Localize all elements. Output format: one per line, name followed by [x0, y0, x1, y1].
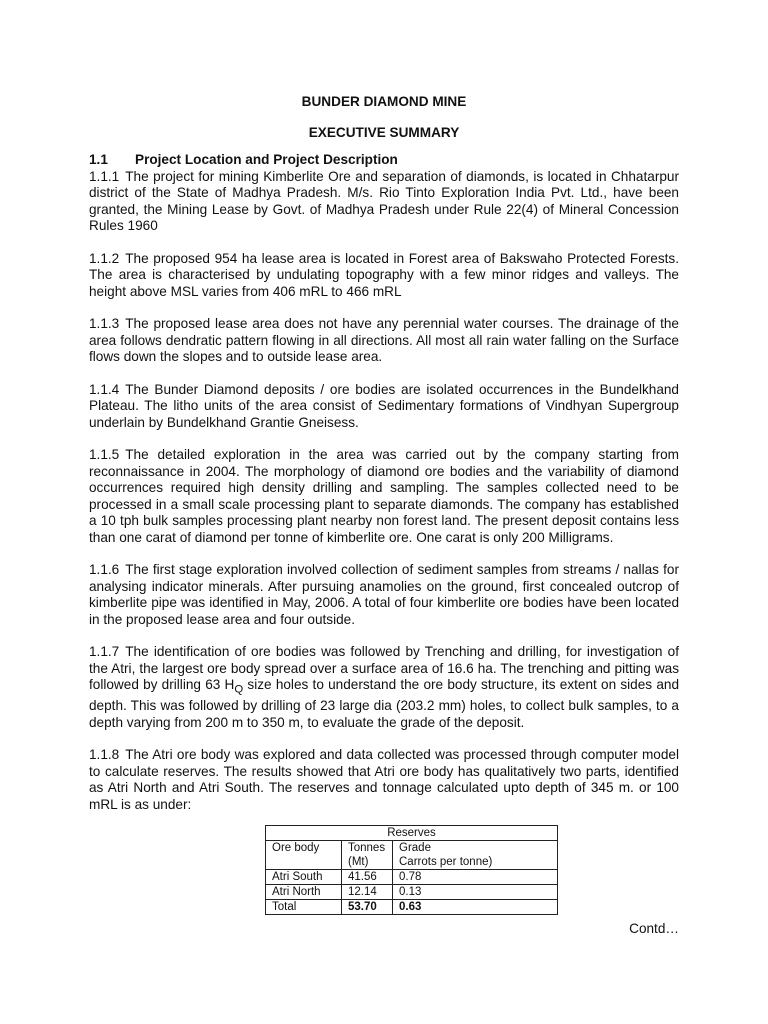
paragraph-text: The proposed 954 ha lease area is located in Forest area of Bakswaho Protected Forests. The area is characterised by undulating topography with a few minor ridges and valleys. The height above MSL varies from 406 mRL to 466 mRL: [89, 250, 679, 299]
paragraph-1-1-1: [89, 169, 679, 235]
cell-ore-body: Total: [266, 900, 342, 915]
document-title: BUNDER DIAMOND MINE: [301, 94, 467, 109]
reserves-table: [265, 825, 558, 915]
table-caption: Reserves: [266, 826, 558, 841]
cell-ore-body: Atri South: [266, 870, 342, 885]
table-caption-row: [266, 826, 558, 841]
cell-grade: 0.78: [393, 870, 558, 885]
paragraph-1-1-6: [89, 562, 679, 628]
subscript: Q: [234, 683, 244, 696]
header-tonnes: [342, 841, 393, 870]
section-heading-text: Project Location and Project Description: [135, 152, 398, 167]
section-number: 1.1: [89, 152, 108, 167]
paragraph-text: The proposed lease area does not have any perennial water courses. The drainage of the area follows dendratic pattern flowing in all directions. All most all rain water falling on the Surface flows down the slopes and to outside lease area.: [89, 316, 679, 364]
continued-label: Contd…: [629, 921, 679, 937]
paragraph-number: 1.1.8: [89, 747, 120, 763]
paragraph-text: The project for mining Kimberlite Ore and separation of diamonds, is located in Chhatarpur district of the State of Madhya Pradesh. M/s. Rio Tinto Exploration India Pvt. Ltd., have been granted, the Mining Lease by Govt. of Madhya Pradesh under Rule 22(4) of Mineral Concession Rules 1960: [89, 168, 679, 233]
paragraph-number: 1.1.4: [89, 381, 120, 397]
header-grade-line1: Grade: [399, 842, 431, 855]
paragraph-1-1-2: [89, 251, 679, 301]
paragraph-text: The Atri ore body was explored and data collected was processed through computer model to calculate reserves. The results showed that Atri ore body has qualitatively two parts, identified as Atri North and Atri South. The reserves and tonnage calculated upto depth of 345 m. or 100 mRL is as under:: [89, 747, 679, 812]
paragraph-number: 1.1.5: [89, 447, 120, 462]
paragraph-number: 1.1.7: [89, 644, 120, 659]
cell-grade: 0.63: [393, 900, 558, 915]
table-header-row: [266, 841, 558, 870]
paragraph-number: 1.1.6: [89, 562, 120, 577]
paragraph-1-1-4: [89, 382, 679, 432]
header-grade: [393, 841, 558, 870]
cell-tonnes: 53.70: [342, 900, 393, 915]
paragraph-number: 1.1.2: [89, 250, 120, 266]
paragraph-text: The Bunder Diamond deposits / ore bodies are isolated occurrences in the Bundelkhand Plateau. The litho units of the area consist of Sedimentary formations of Vindhyan Supergroup underlain by Bundelkhand Grantie Gneisess.: [89, 381, 679, 430]
cell-tonnes: 41.56: [342, 870, 393, 885]
header-ore-body: Ore body: [266, 841, 342, 870]
header-tonnes-line1: Tonnes: [348, 842, 386, 855]
paragraph-1-1-5: [89, 447, 679, 546]
table-total-row: [266, 900, 558, 915]
cell-tonnes: 12.14: [342, 885, 393, 900]
paragraph-text: The first stage exploration involved collection of sediment samples from streams / nallas for analysing indicator minerals. After pursuing anamolies on the ground, first concealed outcrop of kimberlite pipe was identified in May, 2006. A total of four kimberlite ore bodies have been located in the proposed lease area and four outside.: [89, 562, 679, 627]
document-subtitle: EXECUTIVE SUMMARY: [308, 124, 460, 140]
paragraph-text-cont: size holes to understand the ore body structure, its extent on sides and depth. This was followed by drilling of 23 large dia (203.2 mm) holes, to collect bulk samples, to a depth varying from 200 m to 350 m, to evaluate the grade of the deposit.: [89, 677, 679, 730]
paragraph-text: The detailed exploration in the area was carried out by the company starting from reconnaissance in 2004. The morphology of diamond ore bodies and the variability of diamond occurrences required high density drilling and sampling. The samples collected need to be processed in a small scale processing plant to separate diamonds. The company has established a 10 tph bulk samples processing plant nearby non forest land. The present deposit contains less than one carat of diamond per tonne of kimberlite ore. One carat is only 200 Milligrams.: [89, 447, 679, 545]
paragraph-1-1-7: [89, 644, 679, 731]
section-heading: [89, 152, 679, 169]
paragraph-number: 1.1.1: [89, 168, 120, 184]
paragraph-1-1-3: [89, 316, 679, 366]
cell-grade: 0.13: [393, 885, 558, 900]
cell-ore-body: Atri North: [266, 885, 342, 900]
paragraph-1-1-8: [89, 747, 679, 813]
header-tonnes-line2: (Mt): [348, 856, 369, 869]
header-grade-line2: Carrots per tonne): [399, 856, 493, 869]
paragraph-text: The identification of ore bodies was followed by Trenching and drilling, for investigation of the Atri, the largest ore body spread over a surface area of 16.6 ha. The trenching and pitting was followed by drilling 63 H: [89, 644, 679, 692]
table-row: [266, 885, 558, 900]
table-row: [266, 870, 558, 885]
paragraph-number: 1.1.3: [89, 316, 120, 331]
